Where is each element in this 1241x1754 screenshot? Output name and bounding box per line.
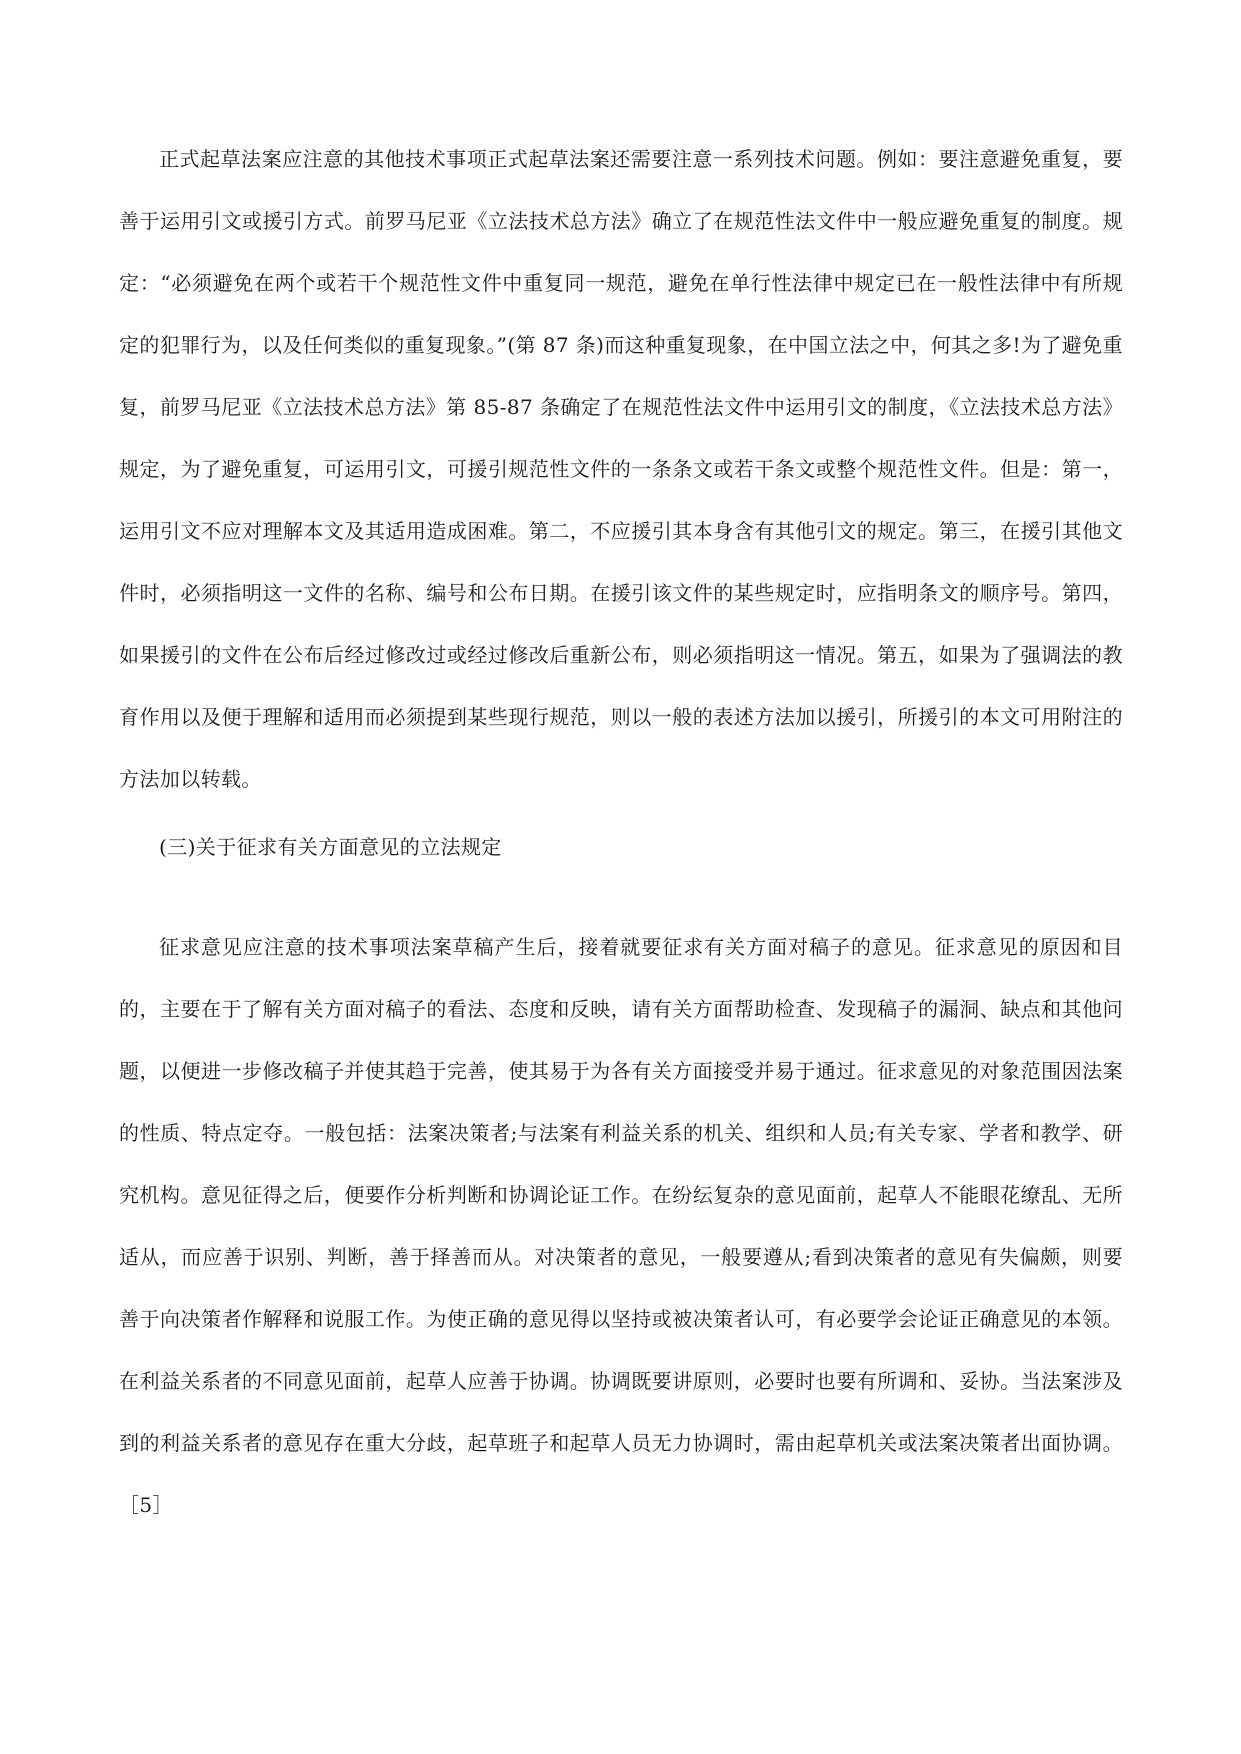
body-paragraph: 正式起草法案应注意的其他技术事项正式起草法案还需要注意一系列技术问题。例如：要注意避免重复，要善于运用引文或援引方式。前罗马尼亚《立法技术总方法》确立了在规范性法文件中一般应避免重复的制度。规定：“必须避免在两个或若干个规范性文件中重复同一规范，避免在单行性法律中规定已在一般性法律中有所规定的犯罪行为，以及任何类似的重复现象。”(第 87 条)而这种重复现象，在中国立法之中，何其之多!为了避免重复，前罗马尼亚《立法技术总方法》第 85-87 条确定了在规范性法文件中运用引文的制度，《立法技术总方法》规定，为了避免重复，可运用引文，可援引规范性文件的一条条文或若干条文或整个规范性文件。但是：第一，运用引文不应对理解本文及其适用造成困难。第二，不应援引其本身含有其他引文的规定。第三，在援引其他文件时，必须指明这一文件的名称、编号和公布日期。在援引该文件的某些规定时，应指明条文的顺序号。第四，如果援引的文件在公布后经过修改过或经过修改后重新公布，则必须指明这一情况。第五，如果为了强调法的教育作用以及便于理解和适用而必须提到某些现行规范，则以一般的表述方法加以援引，所援引的本文可用附注的方法加以转载。 xyxy=(119,147,1123,791)
body-paragraph: 征求意见应注意的技术事项法案草稿产生后，接着就要征求有关方面对稿子的意见。征求意见的原因和目的，主要在于了解有关方面对稿子的看法、态度和反映，请有关方面帮助检查、发现稿子的漏洞、缺点和其他问题，以便进一步修改稿子并使其趋于完善，使其易于为各有关方面接受并易于通过。征求意见的对象范围因法案的性质、特点定夺。一般包括：法案决策者;与法案有利益关系的机关、组织和人员;有关专家、学者和教学、研究机构。意见征得之后，便要作分析判断和协调论证工作。在纷纭复杂的意见面前，起草人不能眼花缭乱、无所适从，而应善于识别、判断，善于择善而从。对决策者的意见，一般要遵从;看到决策者的意见有失偏颇，则要善于向决策者作解释和说服工作。为使正确的意见得以坚持或被决策者认可，有必要学会论证正确意见的本领。在利益关系者的不同意见面前，起草人应善于协调。协调既要讲原则，必要时也要有所调和、妥协。当法案涉及到的利益关系者的意见存在重大分歧，起草班子和起草人员无力协调时，需由起草机关或法案决策者出面协调。［5］ xyxy=(119,935,1123,1517)
section-heading: (三)关于征求有关方面意见的立法规定 xyxy=(159,835,502,859)
